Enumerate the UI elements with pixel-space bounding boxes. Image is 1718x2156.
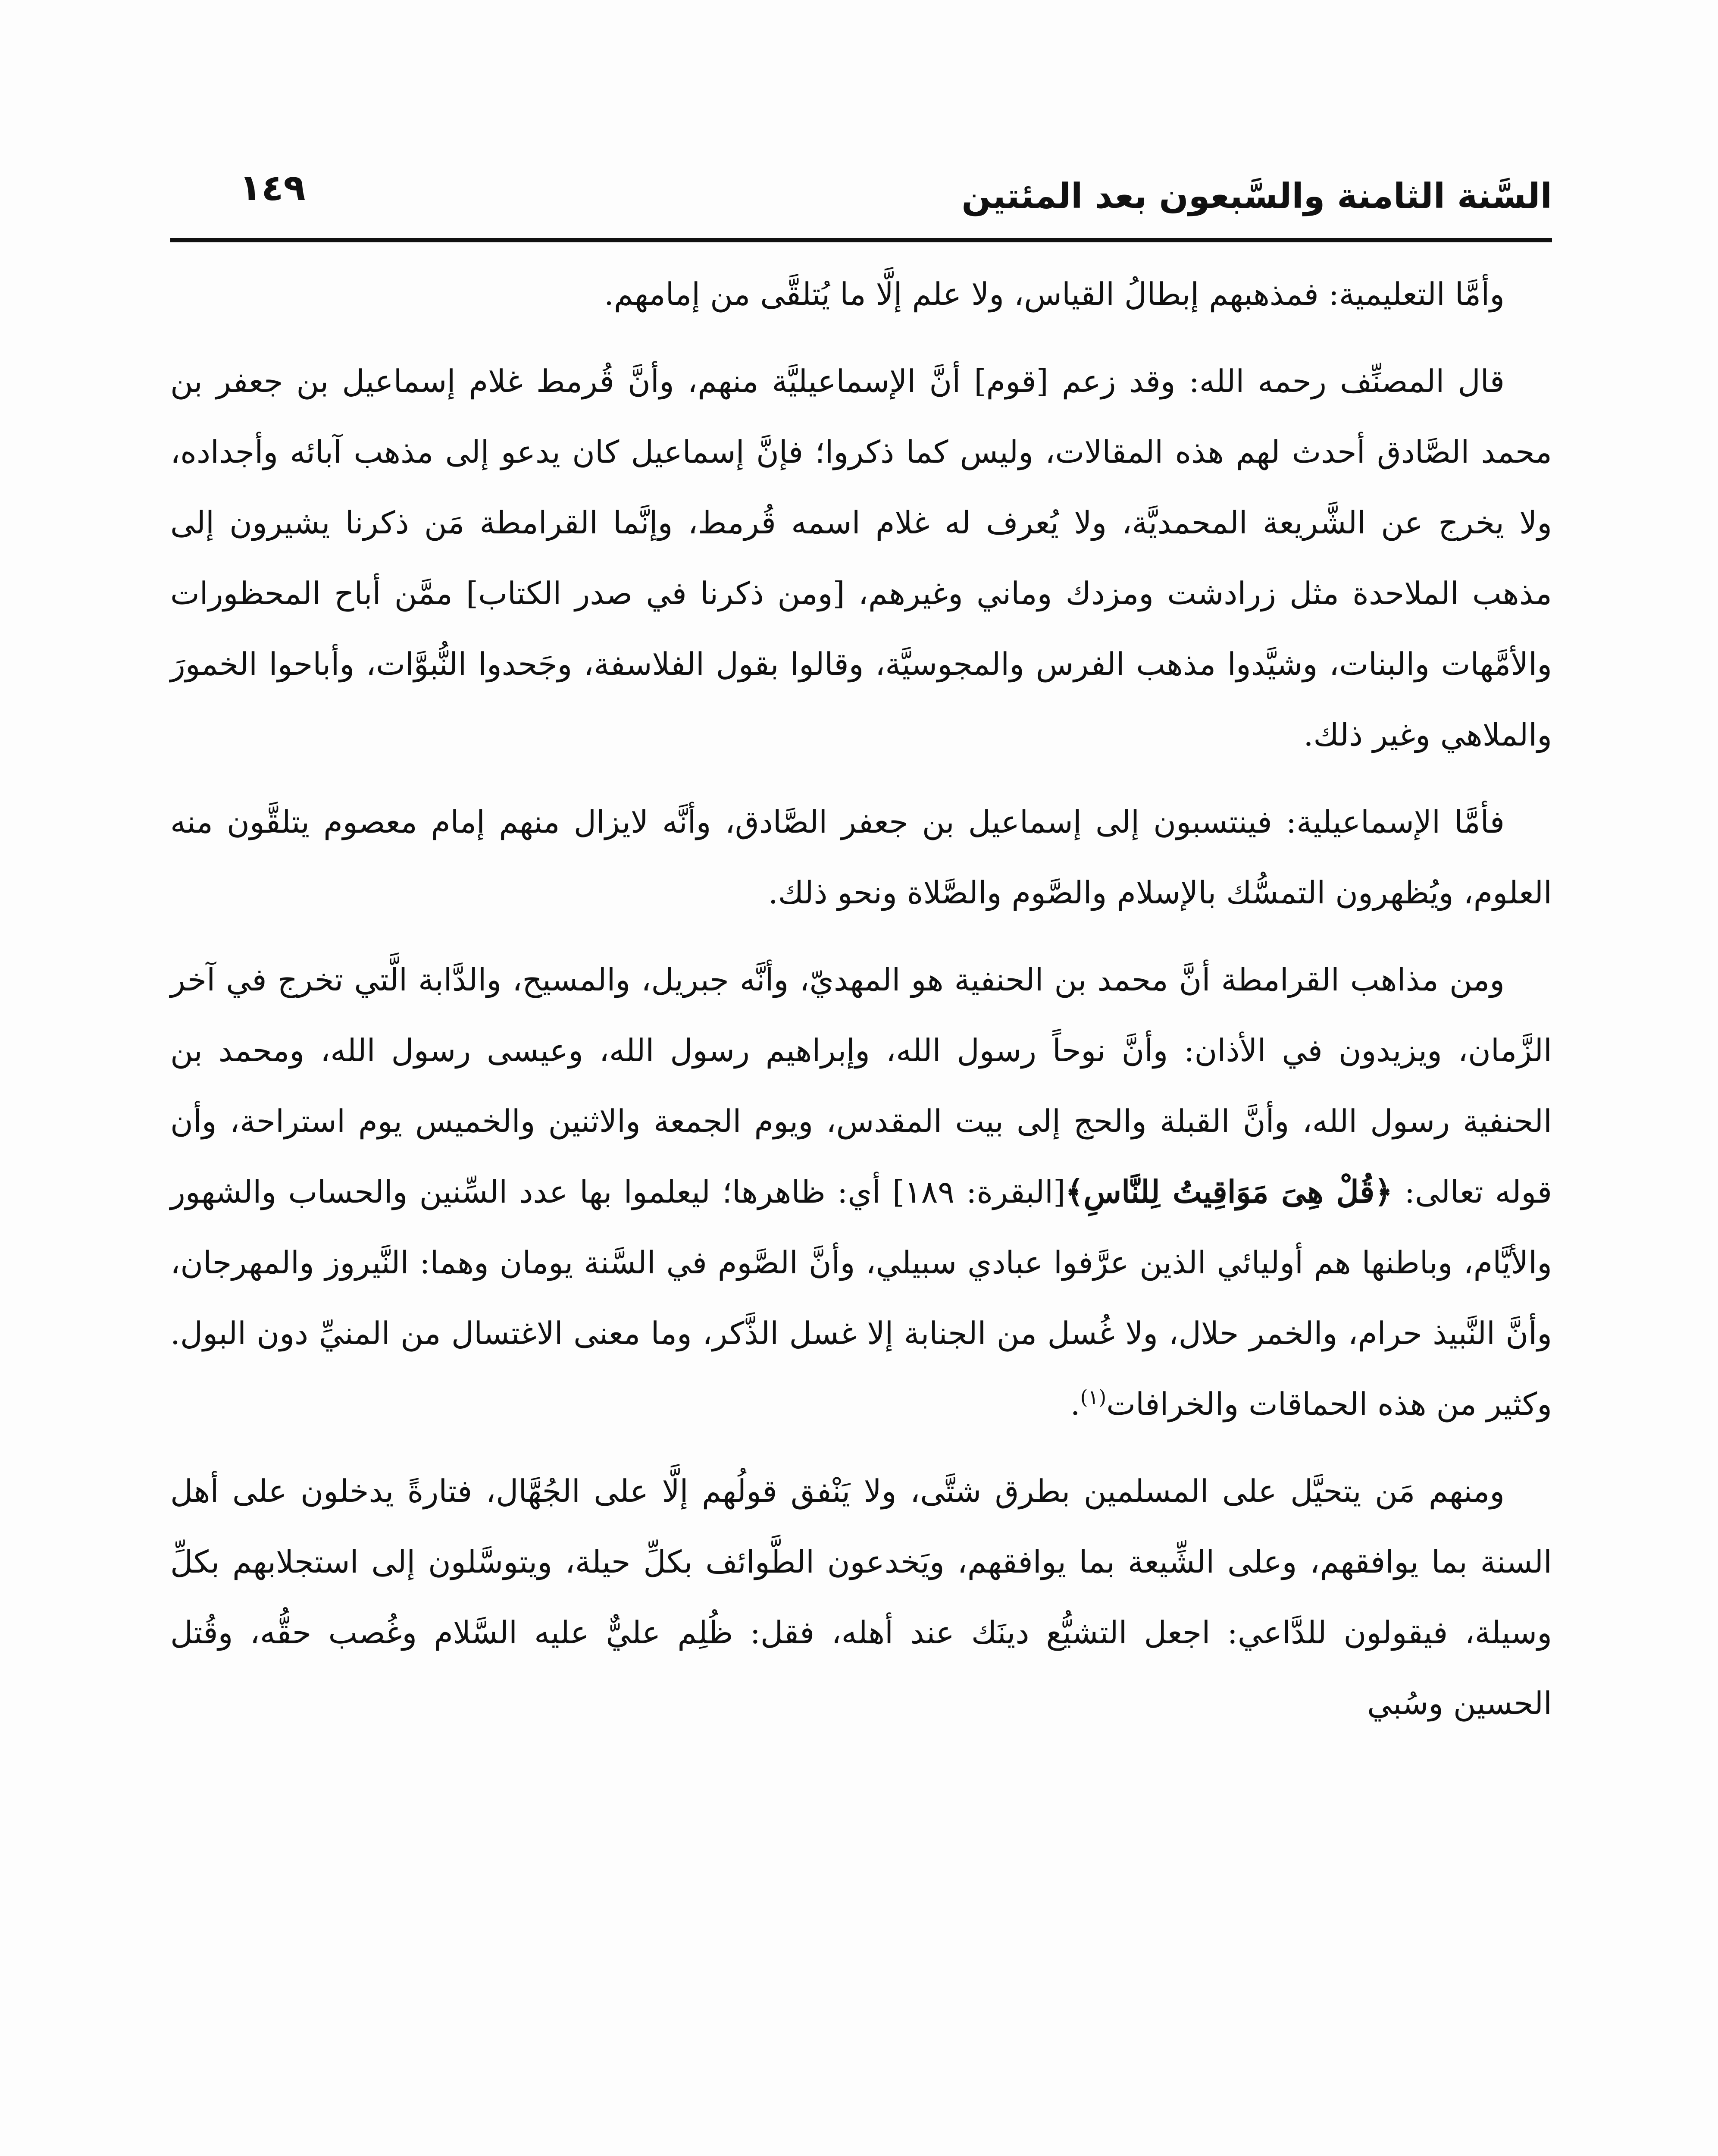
paragraph-text-before-verse: ومن مذاهب القرامطة أنَّ محمد بن الحنفية هو المهديّ، وأنَّه جبريل، والمسيح، والدَّابة الَّتي تخرج في آخر الزَّمان، ويزيدون في الأذان: وأنَّ نوحاً رسول الله، وإبراهيم رسول الله، وعيسى رسول الله، ومحمد بن الحنفية رسول الله، وأنَّ القبلة والحج إلى بيت المقدس، ويوم الجمعة والاثنين والخميس يوم استراحة، وأن قوله تعالى: <box>170 962 1552 1210</box>
page-number: ١٤٩ <box>239 166 306 209</box>
paragraph-qaramita-doctrines <box>170 944 1552 1439</box>
paragraph-taalimiya: وأمَّا التعليمية: فمذهبهم إبطالُ القياس، ولا علم إلَّا ما يُتلقَّى من إمامهم. <box>604 276 1505 312</box>
footnote-reference: (١) <box>1080 1385 1107 1409</box>
running-header <box>170 155 1552 229</box>
body-text <box>170 259 1552 1755</box>
quran-verse: ﴿قُلْ هِىَ مَوَاقِيتُ لِلنَّاسِ﴾ <box>1065 1173 1393 1210</box>
paragraph-deception: ومنهم مَن يتحيَّل على المسلمين بطرق شتَّى، ولا يَنْفق قولُهم إلَّا على الجُهَّال، فتارةً يدخلون على أهل السنة بما يوافقهم، وعلى الشِّيعة بما يوافقهم، ويَخدعون الطَّوائف بكلِّ حيلة، ويتوسَّلون إلى استجلابهم بكلِّ وسيلة، فيقولون للدَّاعي: اجعل التشيُّع دينَك عند أهله، فقل: ظُلِم عليٌّ عليه السَّلام وغُصب حقُّه، وقُتل الحسين وسُبي <box>170 1473 1552 1721</box>
paragraph-ismailiya: فأمَّا الإسماعيلية: فينتسبون إلى إسماعيل بن جعفر الصَّادق، وأنَّه لايزال منهم إمام معصوم يتلقَّون منه العلوم، ويُظهرون التمسُّك بالإسلام والصَّوم والصَّلاة ونحو ذلك. <box>170 804 1552 911</box>
running-title: السَّنة الثامنة والسَّبعون بعد المئتين <box>961 176 1552 216</box>
header-rule <box>170 238 1552 242</box>
paragraph-end-mark: . <box>1070 1386 1080 1422</box>
paragraph-author-note: قال المصنِّف رحمه الله: وقد زعم [قوم] أنَّ الإسماعيليَّة منهم، وأنَّ قُرمط غلام إسماعيل بن جعفر بن محمد الصَّادق أحدث لهم هذه المقالات، وليس كما ذكروا؛ فإنَّ إسماعيل كان يدعو إلى مذهب آبائه وأجداده، ولا يخرج عن الشَّريعة المحمديَّة، ولا يُعرف له غلام اسمه قُرمط، وإنَّما القرامطة مَن ذكرنا يشيرون إلى مذهب الملاحدة مثل زرادشت ومزدك وماني وغيرهم، [ومن ذكرنا في صدر الكتاب] ممَّن أباح المحظورات والأمَّهات والبنات، وشيَّدوا مذهب الفرس والمجوسيَّة، وقالوا بقول الفلاسفة، وجَحدوا النُّبوَّات، وأباحوا الخمورَ والملاهي وغير ذلك. <box>170 363 1552 753</box>
paragraph-text-after-verse: [البقرة: ١٨٩] أي: ظاهرها؛ ليعلموا بها عدد السِّنين والحساب والشهور والأيَّام، وباطنها هم أوليائي الذين عرَّفوا عبادي سبيلي، وأنَّ الصَّوم في السَّنة يومان وهما: النَّيروز والمهرجان، وأنَّ النَّبيذ حرام، والخمر حلال، ولا غُسل من الجنابة إلا غسل الذَّكر، وما معنى الاغتسال من المنيِّ دون البول. وكثير من هذه الحماقات والخرافات <box>170 1174 1552 1422</box>
